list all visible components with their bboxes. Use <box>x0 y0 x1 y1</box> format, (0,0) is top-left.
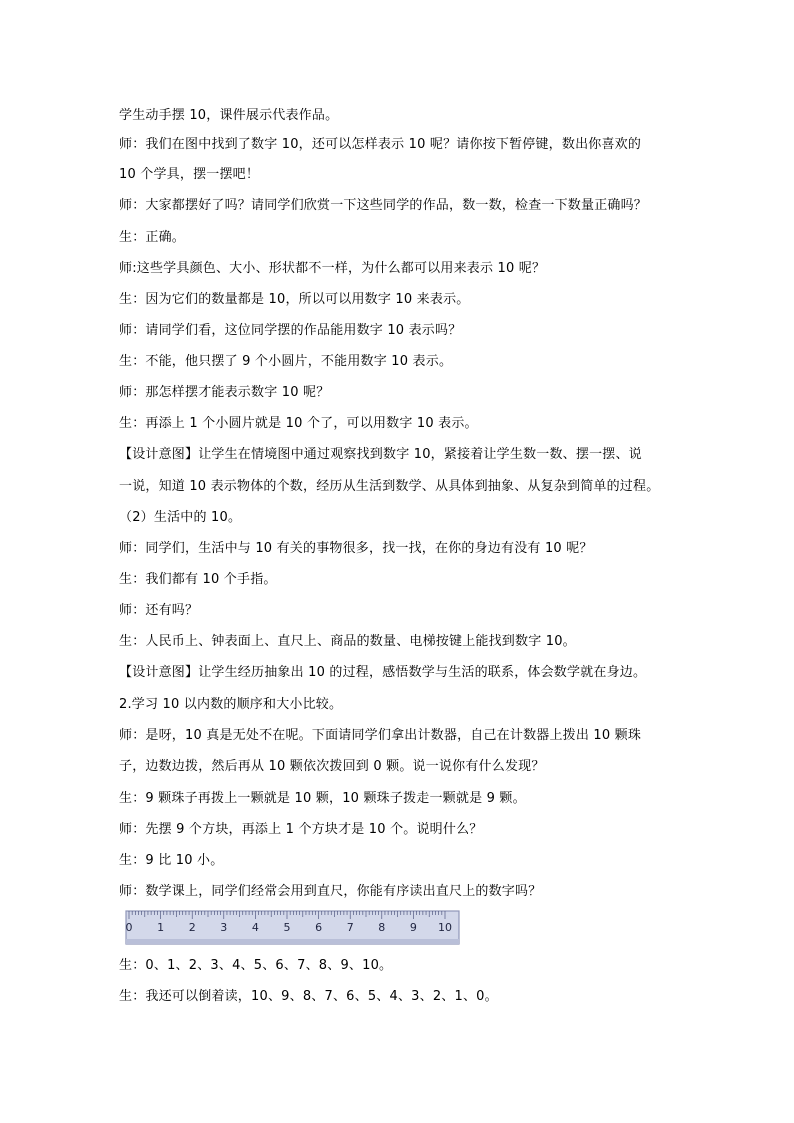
ruler-label: 1 <box>157 921 165 934</box>
text-line: 学生动手摆 10，课件展示代表作品。 <box>119 108 339 123</box>
text-line: 10 个学具，摆一摆吧！ <box>119 167 260 182</box>
text-line: 生：不能，他只摆了 9 个小圆片，不能用数字 10 表示。 <box>119 354 453 369</box>
text-line: 师：是呀，10 真是无处不在呢。下面请同学们拿出计数器，自己在计数器上拨出 10 颗珠 <box>119 728 642 743</box>
text-line: 生：我们都有 10 个手指。 <box>119 572 277 587</box>
text-line: 生：因为它们的数量都是 10，所以可以用数字 10 来表示。 <box>119 292 470 307</box>
text-line: 师：大家都摆好了吗？请同学们欣赏一下这些同学的作品，数一数，检查一下数量正确吗？ <box>119 198 648 213</box>
ruler-label: 2 <box>188 921 196 934</box>
text-line: 2.学习 10 以内数的顺序和大小比较。 <box>119 697 343 712</box>
ruler-edge-strip <box>126 939 459 944</box>
ruler-label: 0 <box>125 921 133 934</box>
text-line: 生：正确。 <box>119 230 186 245</box>
text-line: 师：还有吗？ <box>119 603 199 618</box>
text-line: 生：再添上 1 个小圆片就是 10 个了，可以用数字 10 表示。 <box>119 416 478 431</box>
ruler-label: 4 <box>251 921 259 934</box>
text-line: （2）生活中的 10。 <box>119 510 242 525</box>
ruler-label: 6 <box>315 921 323 934</box>
text-line: 师：请同学们看，这位同学摆的作品能用数字 10 表示吗？ <box>119 323 462 338</box>
ruler-label: 10 <box>438 921 452 934</box>
text-line: 生：人民币上、钟表面上、直尺上、商品的数量、电梯按键上能找到数字 10。 <box>119 634 576 649</box>
ruler-label: 7 <box>346 921 354 934</box>
text-line: 师：同学们，生活中与 10 有关的事物很多，找一找，在你的身边有没有 10 呢？ <box>119 541 593 556</box>
ruler-label: 8 <box>378 921 386 934</box>
text-line: 一说，知道 10 表示物体的个数，经历从生活到数学、从具体到抽象、从复杂到简单的过程。 <box>119 479 660 494</box>
text-line: 子，边数边拨，然后再从 10 颗依次拨回到 0 颗。说一说你有什么发现？ <box>119 759 545 774</box>
text-line: 师：先摆 9 个方块，再添上 1 个方块才是 10 个。说明什么？ <box>119 822 483 837</box>
text-line: 师：那怎样摆才能表示数字 10 呢？ <box>119 385 330 400</box>
text-line: 【设计意图】让学生在情境图中通过观察找到数字 10，紧接着让学生数一数、摆一摆、说 <box>119 447 642 462</box>
text-line: 【设计意图】让学生经历抽象出 10 的过程，感悟数学与生活的联系，体会数学就在身边。 <box>119 665 647 680</box>
text-line: 生：我还可以倒着读，10、9、8、7、6、5、4、3、2、1、0。 <box>119 989 498 1004</box>
text-line: 生：0、1、2、3、4、5、6、7、8、9、10。 <box>119 958 393 973</box>
ruler-label: 5 <box>283 921 291 934</box>
ruler-graphic <box>125 910 460 945</box>
text-line: 师：数学课上，同学们经常会用到直尺，你能有序读出直尺上的数字吗？ <box>119 884 542 899</box>
text-line: 师：我们在图中找到了数字 10，还可以怎样表示 10 呢？请你按下暂停键，数出你喜欢的 <box>119 137 642 152</box>
text-line: 生：9 颗珠子再拨上一颗就是 10 颗，10 颗珠子拨走一颗就是 9 颗。 <box>119 791 526 806</box>
ruler-image <box>125 910 460 945</box>
text-line: 师:这些学具颜色、大小、形状都不一样，为什么都可以用来表示 10 呢？ <box>119 261 546 276</box>
ruler-label: 9 <box>409 921 417 934</box>
text-line: 生：9 比 10 小。 <box>119 853 224 868</box>
ruler-label: 3 <box>220 921 228 934</box>
